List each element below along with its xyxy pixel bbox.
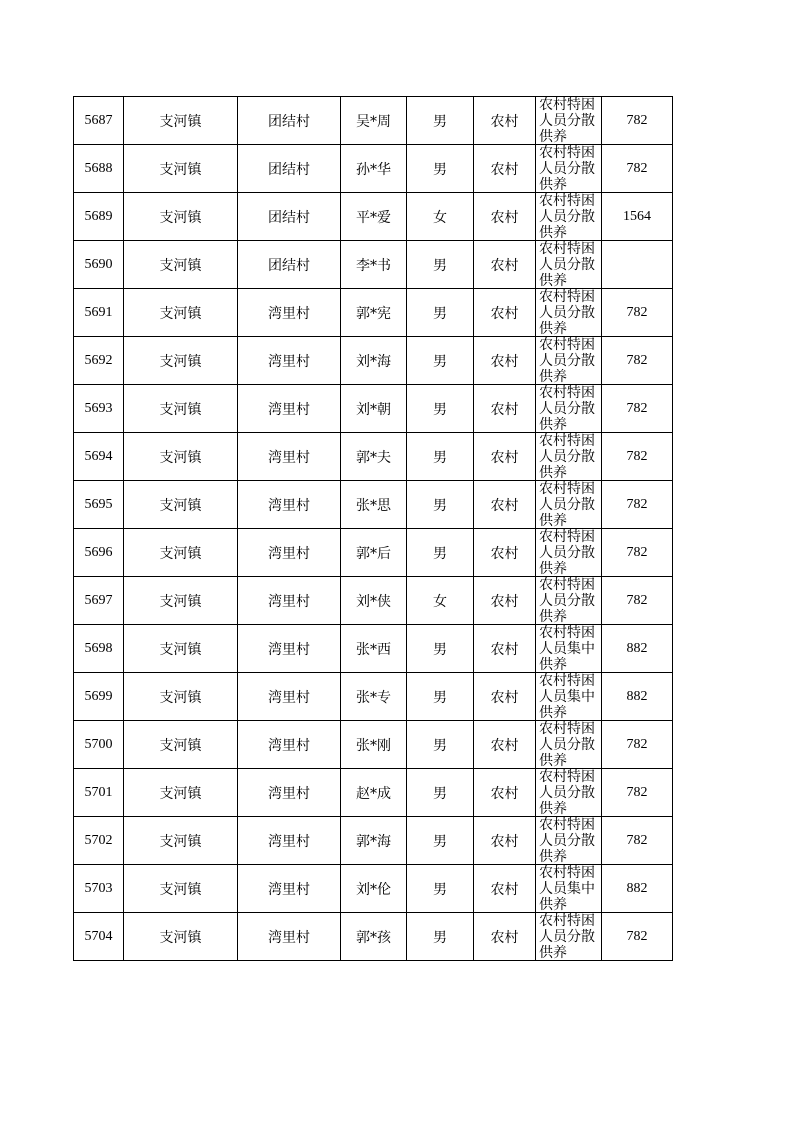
village-cell: 湾里村: [238, 769, 341, 817]
serial-number-cell: 5687: [74, 97, 124, 145]
amount-cell: 1564: [602, 193, 673, 241]
serial-number-cell: 5693: [74, 385, 124, 433]
table-row: [74, 673, 673, 721]
serial-number-cell: 5704: [74, 913, 124, 961]
category-cell: [536, 865, 602, 913]
table-row: [74, 625, 673, 673]
village-cell: 湾里村: [238, 481, 341, 529]
table-row: [74, 145, 673, 193]
town-cell: 支河镇: [124, 433, 238, 481]
amount-cell: 782: [602, 769, 673, 817]
sex-cell: 男: [407, 289, 474, 337]
town-cell: 支河镇: [124, 289, 238, 337]
name-cell: 张*专: [341, 673, 407, 721]
sex-cell: 男: [407, 673, 474, 721]
serial-number-cell: 5689: [74, 193, 124, 241]
spreadsheet-page: [73, 96, 673, 961]
category-text: 农村特困人员分散供养: [539, 337, 595, 384]
name-cell: 李*书: [341, 241, 407, 289]
amount-cell: 882: [602, 865, 673, 913]
table-body: [74, 97, 673, 961]
category-text: 农村特困人员分散供养: [539, 913, 595, 960]
category-cell: [536, 289, 602, 337]
town-cell: 支河镇: [124, 865, 238, 913]
sex-cell: 男: [407, 145, 474, 193]
amount-cell: [602, 241, 673, 289]
sex-cell: 男: [407, 817, 474, 865]
category-text: 农村特困人员分散供养: [539, 433, 595, 480]
sex-cell: 男: [407, 337, 474, 385]
category-cell: [536, 913, 602, 961]
amount-cell: 782: [602, 385, 673, 433]
category-cell: [536, 721, 602, 769]
town-cell: 支河镇: [124, 529, 238, 577]
town-cell: 支河镇: [124, 145, 238, 193]
table-row: [74, 865, 673, 913]
category-text: 农村特困人员集中供养: [539, 865, 595, 912]
village-cell: 湾里村: [238, 433, 341, 481]
serial-number-cell: 5703: [74, 865, 124, 913]
amount-cell: 782: [602, 529, 673, 577]
category-text: 农村特困人员集中供养: [539, 625, 595, 672]
serial-number-cell: 5699: [74, 673, 124, 721]
table-row: [74, 337, 673, 385]
category-text: 农村特困人员分散供养: [539, 529, 595, 576]
name-cell: 郭*孩: [341, 913, 407, 961]
name-cell: 吴*周: [341, 97, 407, 145]
residence-type-cell: 农村: [474, 145, 536, 193]
village-cell: 湾里村: [238, 721, 341, 769]
serial-number-cell: 5692: [74, 337, 124, 385]
residence-type-cell: 农村: [474, 817, 536, 865]
category-text: 农村特困人员集中供养: [539, 673, 595, 720]
residence-type-cell: 农村: [474, 241, 536, 289]
table-row: [74, 97, 673, 145]
category-text: 农村特困人员分散供养: [539, 241, 595, 288]
name-cell: 张*刚: [341, 721, 407, 769]
category-text: 农村特困人员分散供养: [539, 577, 595, 624]
residence-type-cell: 农村: [474, 721, 536, 769]
category-cell: [536, 481, 602, 529]
table-row: [74, 481, 673, 529]
category-text: 农村特困人员分散供养: [539, 721, 595, 768]
sex-cell: 女: [407, 193, 474, 241]
amount-cell: 782: [602, 481, 673, 529]
village-cell: 湾里村: [238, 289, 341, 337]
serial-number-cell: 5701: [74, 769, 124, 817]
category-cell: [536, 337, 602, 385]
table-row: [74, 529, 673, 577]
category-cell: [536, 577, 602, 625]
name-cell: 郭*宪: [341, 289, 407, 337]
village-cell: 湾里村: [238, 577, 341, 625]
village-cell: 湾里村: [238, 913, 341, 961]
category-cell: [536, 625, 602, 673]
sex-cell: 男: [407, 385, 474, 433]
residence-type-cell: 农村: [474, 865, 536, 913]
category-text: 农村特困人员分散供养: [539, 769, 595, 816]
amount-cell: 782: [602, 577, 673, 625]
village-cell: 团结村: [238, 145, 341, 193]
residence-type-cell: 农村: [474, 193, 536, 241]
table-row: [74, 241, 673, 289]
records-table: [73, 96, 673, 961]
name-cell: 郭*夫: [341, 433, 407, 481]
town-cell: 支河镇: [124, 385, 238, 433]
town-cell: 支河镇: [124, 97, 238, 145]
town-cell: 支河镇: [124, 721, 238, 769]
town-cell: 支河镇: [124, 481, 238, 529]
sex-cell: 男: [407, 913, 474, 961]
residence-type-cell: 农村: [474, 673, 536, 721]
category-text: 农村特困人员分散供养: [539, 481, 595, 528]
residence-type-cell: 农村: [474, 913, 536, 961]
residence-type-cell: 农村: [474, 433, 536, 481]
name-cell: 刘*朝: [341, 385, 407, 433]
name-cell: 平*爱: [341, 193, 407, 241]
residence-type-cell: 农村: [474, 337, 536, 385]
table-row: [74, 193, 673, 241]
name-cell: 刘*伦: [341, 865, 407, 913]
residence-type-cell: 农村: [474, 769, 536, 817]
category-text: 农村特困人员分散供养: [539, 817, 595, 864]
village-cell: 湾里村: [238, 625, 341, 673]
name-cell: 赵*成: [341, 769, 407, 817]
category-cell: [536, 97, 602, 145]
sex-cell: 男: [407, 481, 474, 529]
table-row: [74, 769, 673, 817]
amount-cell: 782: [602, 721, 673, 769]
category-text: 农村特困人员分散供养: [539, 193, 595, 240]
amount-cell: 782: [602, 433, 673, 481]
residence-type-cell: 农村: [474, 529, 536, 577]
name-cell: 张*思: [341, 481, 407, 529]
residence-type-cell: 农村: [474, 481, 536, 529]
town-cell: 支河镇: [124, 193, 238, 241]
sex-cell: 男: [407, 625, 474, 673]
town-cell: 支河镇: [124, 337, 238, 385]
residence-type-cell: 农村: [474, 385, 536, 433]
town-cell: 支河镇: [124, 673, 238, 721]
serial-number-cell: 5691: [74, 289, 124, 337]
village-cell: 湾里村: [238, 529, 341, 577]
amount-cell: 782: [602, 289, 673, 337]
category-cell: [536, 193, 602, 241]
village-cell: 团结村: [238, 241, 341, 289]
category-cell: [536, 817, 602, 865]
town-cell: 支河镇: [124, 241, 238, 289]
town-cell: 支河镇: [124, 913, 238, 961]
sex-cell: 男: [407, 97, 474, 145]
serial-number-cell: 5698: [74, 625, 124, 673]
serial-number-cell: 5702: [74, 817, 124, 865]
serial-number-cell: 5697: [74, 577, 124, 625]
amount-cell: 782: [602, 337, 673, 385]
category-text: 农村特困人员分散供养: [539, 385, 595, 432]
village-cell: 湾里村: [238, 385, 341, 433]
town-cell: 支河镇: [124, 625, 238, 673]
residence-type-cell: 农村: [474, 97, 536, 145]
sex-cell: 男: [407, 433, 474, 481]
town-cell: 支河镇: [124, 769, 238, 817]
category-text: 农村特困人员分散供养: [539, 289, 595, 336]
table-row: [74, 721, 673, 769]
sex-cell: 男: [407, 769, 474, 817]
table-row: [74, 913, 673, 961]
category-cell: [536, 673, 602, 721]
category-cell: [536, 241, 602, 289]
town-cell: 支河镇: [124, 577, 238, 625]
name-cell: 郭*后: [341, 529, 407, 577]
sex-cell: 男: [407, 721, 474, 769]
serial-number-cell: 5688: [74, 145, 124, 193]
category-text: 农村特困人员分散供养: [539, 97, 595, 144]
name-cell: 刘*侠: [341, 577, 407, 625]
village-cell: 团结村: [238, 97, 341, 145]
name-cell: 郭*海: [341, 817, 407, 865]
village-cell: 湾里村: [238, 865, 341, 913]
serial-number-cell: 5696: [74, 529, 124, 577]
sex-cell: 男: [407, 865, 474, 913]
category-cell: [536, 385, 602, 433]
sex-cell: 女: [407, 577, 474, 625]
amount-cell: 782: [602, 145, 673, 193]
village-cell: 湾里村: [238, 673, 341, 721]
name-cell: 刘*海: [341, 337, 407, 385]
amount-cell: 782: [602, 817, 673, 865]
table-row: [74, 433, 673, 481]
table-row: [74, 577, 673, 625]
category-cell: [536, 145, 602, 193]
sex-cell: 男: [407, 529, 474, 577]
amount-cell: 882: [602, 673, 673, 721]
sex-cell: 男: [407, 241, 474, 289]
table-row: [74, 817, 673, 865]
table-row: [74, 385, 673, 433]
serial-number-cell: 5695: [74, 481, 124, 529]
residence-type-cell: 农村: [474, 289, 536, 337]
amount-cell: 782: [602, 913, 673, 961]
residence-type-cell: 农村: [474, 625, 536, 673]
serial-number-cell: 5690: [74, 241, 124, 289]
village-cell: 湾里村: [238, 817, 341, 865]
residence-type-cell: 农村: [474, 577, 536, 625]
amount-cell: 782: [602, 97, 673, 145]
category-text: 农村特困人员分散供养: [539, 145, 595, 192]
category-cell: [536, 433, 602, 481]
serial-number-cell: 5700: [74, 721, 124, 769]
name-cell: 张*西: [341, 625, 407, 673]
category-cell: [536, 529, 602, 577]
serial-number-cell: 5694: [74, 433, 124, 481]
village-cell: 团结村: [238, 193, 341, 241]
town-cell: 支河镇: [124, 817, 238, 865]
table-row: [74, 289, 673, 337]
village-cell: 湾里村: [238, 337, 341, 385]
category-cell: [536, 769, 602, 817]
name-cell: 孙*华: [341, 145, 407, 193]
amount-cell: 882: [602, 625, 673, 673]
